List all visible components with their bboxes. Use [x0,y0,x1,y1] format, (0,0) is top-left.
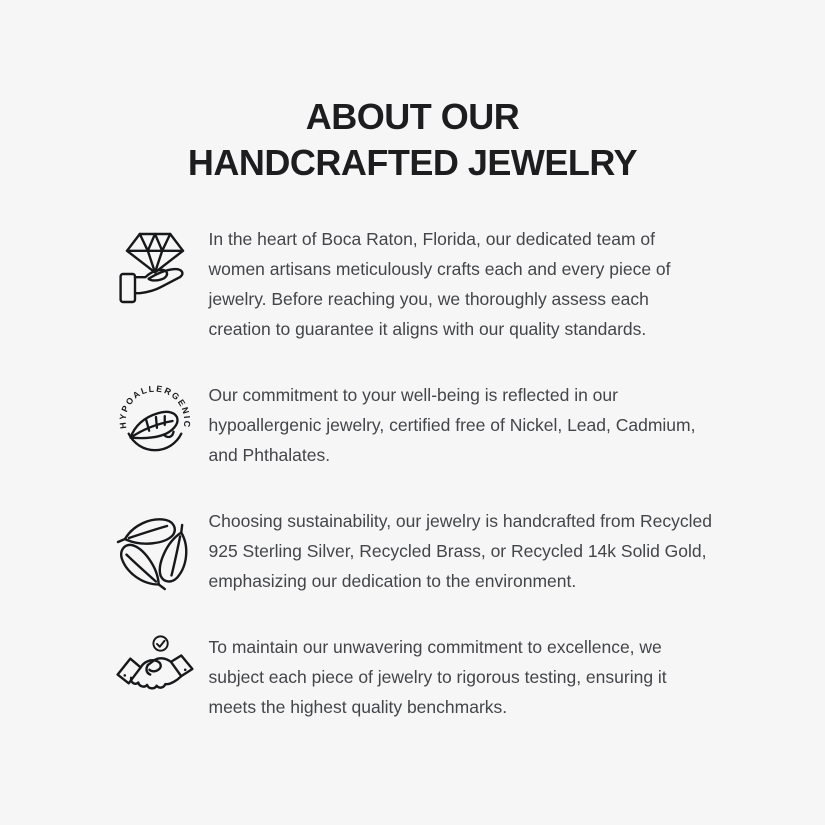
page-title-line-2: HANDCRAFTED JEWELRY [187,142,638,183]
page-title-line-1: ABOUT OUR [305,96,520,137]
page-title [113,94,713,186]
badge-arc-label: HYPOALLERGENIC [117,383,192,430]
feature-text-sustainability: Choosing sustainability, our jewelry is handcrafted from Recycled 925 Sterling Silver, Recycled Brass, or Recycled 14k Solid Gold, emphasizing our dedication to the environment. [208,511,713,591]
diamond-in-hand-icon [113,224,197,306]
recycled-leaves-icon [113,506,197,592]
feature-hypoallergenic [113,380,713,470]
feature-text-quality: To maintain our unwavering commitment to excellence, we subject each piece of jewelry to rigorous testing, ensuring it meets the highest quality benchmarks. [208,637,667,717]
feature-text-craftsmanship: In the heart of Boca Raton, Florida, our dedicated team of women artisans meticulously crafts each and every piece of jewelry. Before reaching you, we thoroughly assess each creation to guarantee it aligns with our quality standards. [208,229,671,339]
feature-craftsmanship [113,224,713,344]
about-section [113,0,713,722]
hypoallergenic-badge-icon [113,380,197,460]
feature-text-hypoallergenic: Our commitment to your well-being is reflected in our hypoallergenic jewelry, certified free of Nickel, Lead, Cadmium, and Phthalates. [208,385,696,465]
feature-quality [113,632,713,722]
handshake-quality-icon [113,632,197,704]
feature-sustainability [113,506,713,596]
